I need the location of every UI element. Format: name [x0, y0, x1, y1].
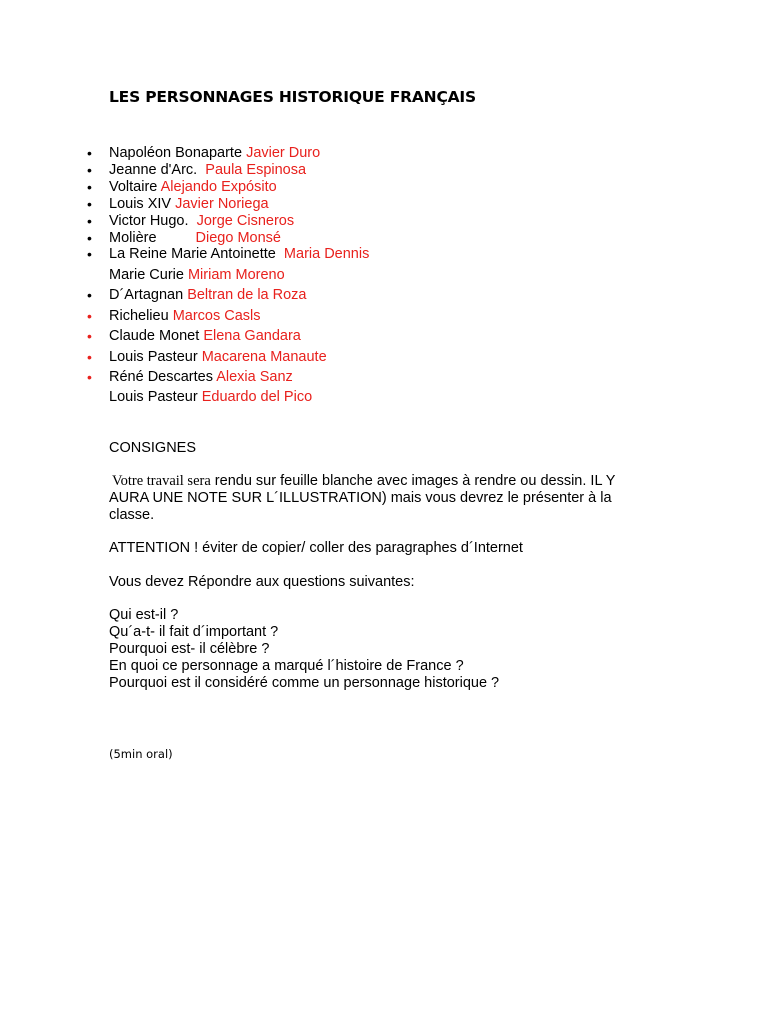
character-name: Louis XIV	[109, 196, 172, 212]
list-item	[87, 162, 307, 179]
list-item	[87, 246, 370, 263]
list-item	[87, 145, 321, 162]
duration-note: (5min oral)	[109, 747, 173, 761]
student-name: Alexia Sanz	[216, 369, 293, 385]
bullet-icon: •	[87, 230, 92, 246]
list-item	[87, 179, 277, 196]
consignes-heading: CONSIGNES	[109, 440, 197, 456]
bullet-icon: •	[87, 246, 92, 262]
character-name: Marie Curie	[109, 267, 184, 283]
list-item	[87, 349, 327, 366]
bullet-icon: •	[87, 179, 92, 195]
student-name: Macarena Manaute	[201, 349, 327, 365]
bullet-icon: •	[87, 369, 92, 385]
list-item	[87, 308, 261, 325]
consignes-intro-line3: classe.	[109, 507, 155, 523]
character-name: La Reine Marie Antoinette	[109, 246, 276, 262]
student-name: Paula Espinosa	[205, 162, 307, 178]
student-name: Miriam Moreno	[187, 267, 285, 283]
question-item: Pourquoi est- il célèbre ?	[109, 641, 270, 657]
intro-rest-text: rendu sur feuille blanche avec images à rendre ou dessin. IL Y	[210, 473, 616, 489]
student-name: Jorge Cisneros	[196, 213, 295, 229]
character-name: Napoléon Bonaparte	[109, 145, 243, 161]
character-name: Louis Pasteur	[109, 349, 198, 365]
list-item	[87, 213, 295, 230]
intro-serif-text: Votre travail sera	[112, 473, 211, 489]
character-name: Louis Pasteur	[109, 389, 198, 405]
document-title: LES PERSONNAGES HISTORIQUE FRANÇAIS	[109, 88, 476, 106]
bullet-icon: •	[87, 213, 92, 229]
list-item	[109, 267, 285, 284]
character-name: Voltaire	[109, 179, 158, 195]
character-name: D´Artagnan	[109, 287, 184, 303]
bullet-icon: •	[87, 145, 92, 161]
bullet-icon: •	[87, 196, 92, 212]
consignes-intro	[112, 473, 615, 490]
list-item	[109, 389, 312, 406]
list-item	[87, 287, 307, 304]
consignes-intro-line2: AURA UNE NOTE SUR L´ILLUSTRATION) mais vous devrez le présenter à la	[109, 490, 612, 506]
question-item: Qui est-il ?	[109, 607, 179, 623]
bullet-icon: •	[87, 349, 92, 365]
student-name: Diego Monsé	[195, 230, 281, 246]
student-name: Eduardo del Pico	[201, 389, 313, 405]
character-name: Richelieu	[109, 308, 169, 324]
character-name: Victor Hugo.	[109, 213, 189, 229]
student-name: Javier Noriega	[175, 196, 269, 212]
questions-intro: Vous devez Répondre aux questions suivantes:	[109, 574, 415, 590]
student-name: Marcos Casls	[172, 308, 261, 324]
student-name: Javier Duro	[246, 145, 321, 161]
student-name: Elena Gandara	[203, 328, 301, 344]
question-item: En quoi ce personnage a marqué l´histoire de France ?	[109, 658, 464, 674]
student-name: Maria Dennis	[283, 246, 370, 262]
character-name: Molière	[109, 230, 157, 246]
attention-text: ATTENTION ! éviter de copier/ coller des paragraphes d´Internet	[109, 540, 523, 556]
list-item	[87, 230, 281, 247]
bullet-icon: •	[87, 287, 92, 303]
character-name: Jeanne d'Arc.	[109, 162, 198, 178]
list-item	[87, 328, 301, 345]
character-name: Réné Descartes	[109, 369, 213, 385]
character-name: Claude Monet	[109, 328, 200, 344]
question-item: Pourquoi est il considéré comme un personnage historique ?	[109, 675, 500, 691]
list-item	[87, 369, 293, 386]
student-name: Alejando Expósito	[160, 179, 277, 195]
bullet-icon: •	[87, 328, 92, 344]
list-item	[87, 196, 269, 213]
student-name: Beltran de la Roza	[187, 287, 307, 303]
bullet-icon: •	[87, 308, 92, 324]
bullet-icon: •	[87, 162, 92, 178]
question-item: Qu´a-t- il fait d´important ?	[109, 624, 279, 640]
